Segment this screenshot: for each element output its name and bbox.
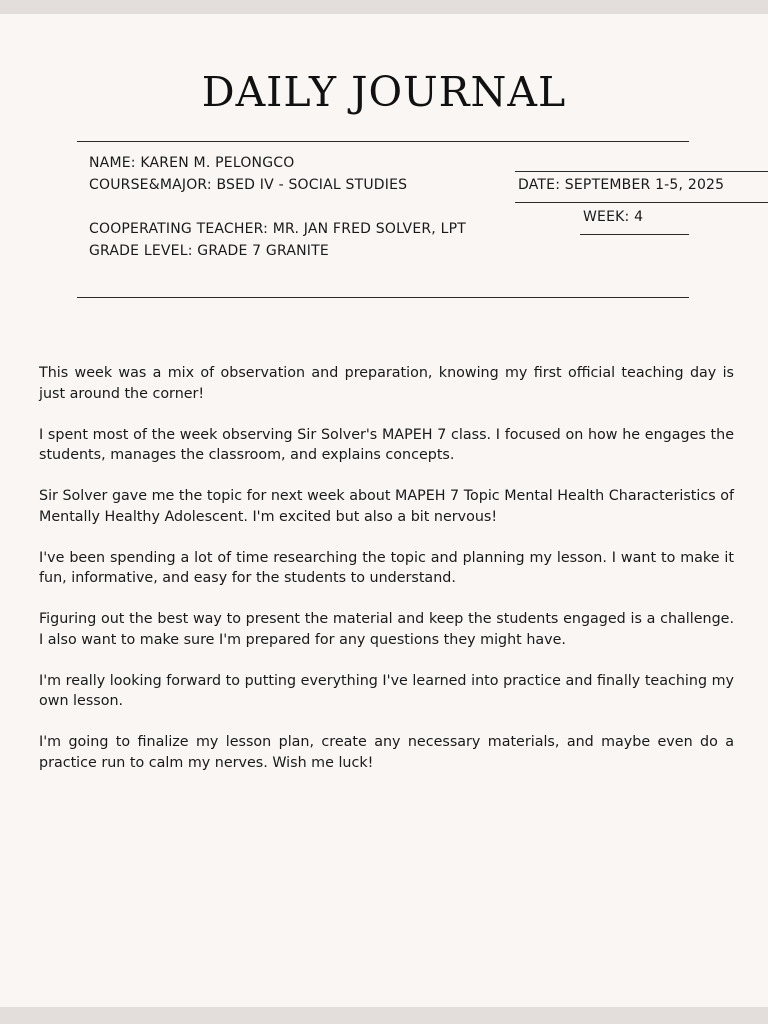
journal-paragraph: Sir Solver gave me the topic for next week about MAPEH 7 Topic Mental Health Characteristics of Mentally Healthy Adolescent. I'm excited but also a bit nervous! [39, 488, 734, 525]
date-top-line [515, 171, 768, 172]
date-range: DATE: SEPTEMBER 1-5, 2025 [518, 177, 725, 193]
journal-paragraph: I've been spending a lot of time researching the topic and planning my lesson. I want to make it fun, informative, and easy for the students to understand. [39, 549, 734, 586]
journal-paragraph: Figuring out the best way to present the material and keep the students engaged is a challenge. I also want to make sure I'm prepared for any questions they might have. [39, 611, 734, 648]
journal-entry [39, 363, 734, 794]
journal-paragraph: I'm going to finalize my lesson plan, create any necessary materials, and maybe even do a practice run to calm my nerves. Wish me luck! [39, 734, 734, 771]
journal-paragraph: I'm really looking forward to putting everything I've learned into practice and finally teaching my own lesson. [39, 672, 734, 709]
journal-paragraph: This week was a mix of observation and preparation, knowing my first official teaching day is just around the corner! [39, 365, 734, 402]
journal-paragraph: I spent most of the week observing Sir Solver's MAPEH 7 class. I focused on how he engages the students, manages the classroom, and explains concepts. [39, 426, 734, 463]
course-major: COURSE&MAJOR: BSED IV - SOCIAL STUDIES [89, 177, 408, 193]
page-title: DAILY JOURNAL [201, 68, 567, 116]
bottom-divider [77, 297, 689, 298]
cooperating-teacher: COOPERATING TEACHER: MR. JAN FRED SOLVER, LPT [89, 221, 467, 237]
top-divider [77, 141, 689, 142]
date-bottom-line [515, 202, 768, 203]
week-number: WEEK: 4 [583, 209, 644, 225]
grade-level: GRADE LEVEL: GRADE 7 GRANITE [89, 243, 329, 259]
student-name: NAME: KAREN M. PELONGCO [89, 155, 295, 171]
week-underline [580, 234, 689, 235]
